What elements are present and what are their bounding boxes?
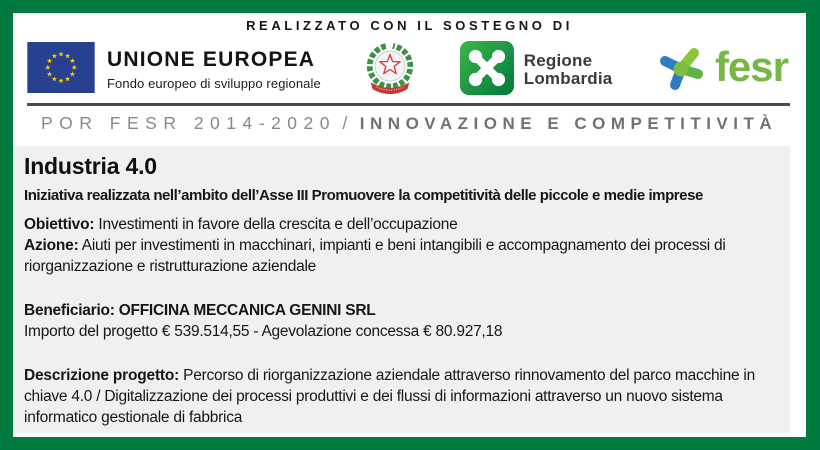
objective-text: Investimenti in favore della crescita e dell’occupazione [94,216,458,233]
action-label: Azione: [24,237,79,254]
program-name: POR FESR 2014-2020 [41,113,337,133]
poster-page [13,13,806,437]
amount-line: Importo del progetto € 539.514,55 - Agevolazione concessa € 80.927,18 [24,323,503,340]
beneficiary-line: Beneficiario: OFFICINA MECCANICA GENINI SRL [24,302,376,319]
fesr-symbol-icon [653,40,709,101]
lombardia-line2: Lombardia [523,69,613,88]
lombardia-rosa-camuna-icon [460,41,514,100]
eu-logo-block [27,42,321,98]
initiative-subtitle: Iniziativa realizzata nell’ambito dell’Asse III Promuovere la competitività delle piccole e medie imprese [24,187,703,204]
support-line: REALIZZATO CON IL SOSTEGNO DI [246,18,573,33]
lombardia-logo-block [460,41,613,100]
objective-line [24,214,776,235]
page-title: Industria 4.0 [24,153,157,179]
action-text: Aiuti per investimenti in macchinari, impianti e beni intangibili e accompagnamento dei processi di riorganizzazione e ristrutturazione aziendale [24,237,726,275]
description-line [24,365,776,428]
eu-title: UNIONE EUROPEA [107,48,316,72]
project-details-panel [13,146,790,433]
program-axis: INNOVAZIONE E COMPETITIVITÀ [359,114,778,133]
lombardia-logo-text [524,52,613,89]
italy-emblem-icon [361,37,419,104]
objective-label: Obiettivo: [24,216,95,233]
description-label: Descrizione progetto: [24,367,180,384]
description-text: Percorso di riorganizzazione aziendale attraverso rinnovamento del parco macchine in chiave 4.0 / Digitalizzazione dei processi produttivi e dei flussi di informazioni attraverso un nuovo sistema informatico gestionale di fabbrica [24,367,755,426]
program-bar [27,103,790,140]
eu-logo-text [107,49,321,90]
program-separator: / [342,113,348,133]
action-line [24,235,776,277]
fesr-logo-block [653,40,788,101]
eu-flag-icon [27,42,95,98]
logo-row [13,38,806,100]
lombardia-line1: Regione [523,50,593,70]
fesr-wordmark: fesr [714,43,788,90]
eu-subtitle: Fondo europeo di sviluppo regionale [107,75,321,91]
